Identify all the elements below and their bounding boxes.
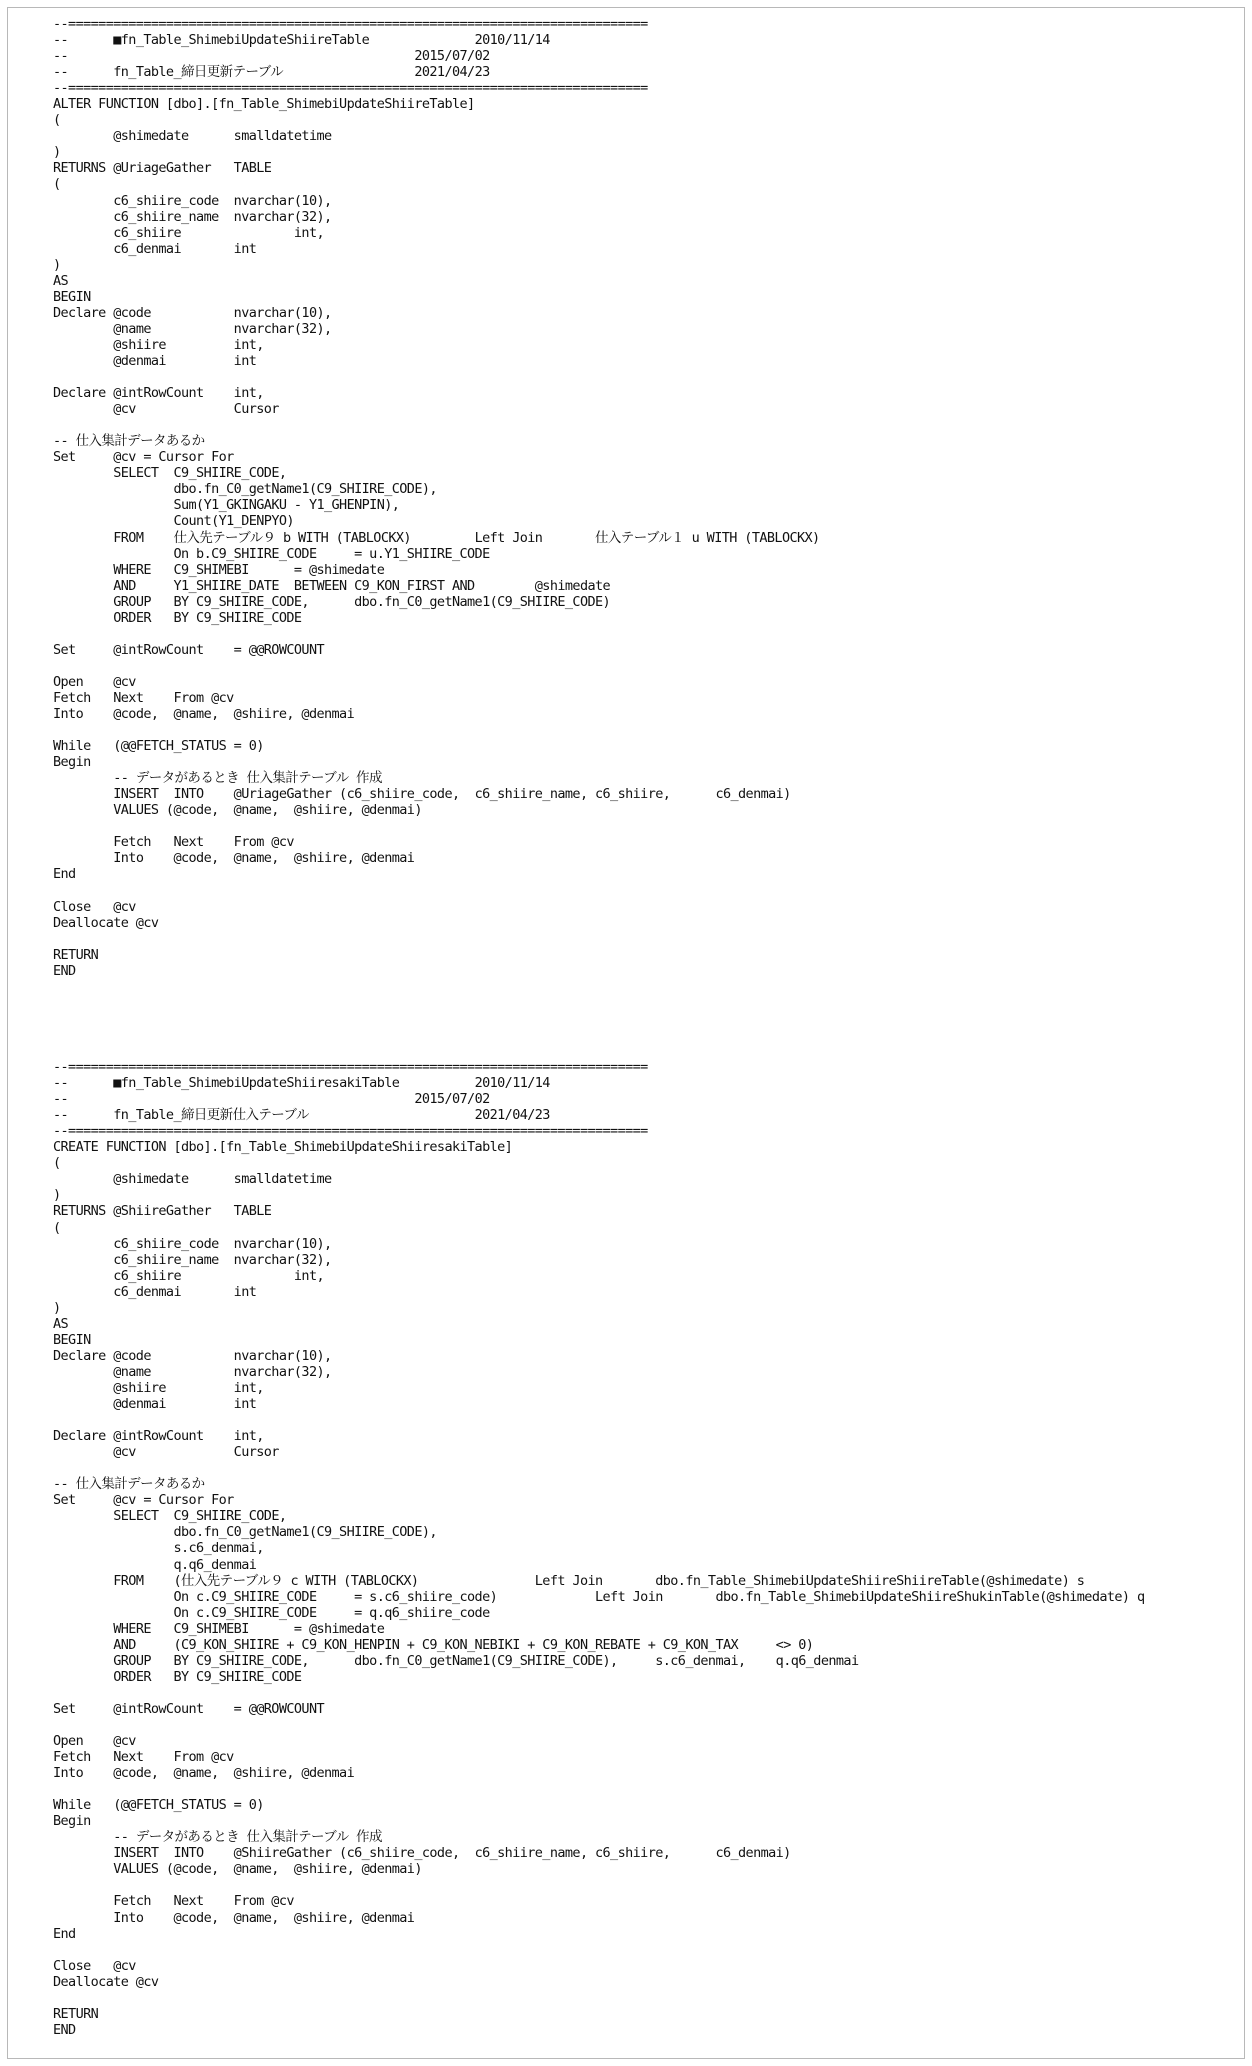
code-line [53,1717,1145,1733]
code-line: Set @intRowCount = @@ROWCOUNT [53,1700,325,1717]
code-line: VALUES (@code, @name, @shiire, @denmai) [53,802,422,819]
code-line: Set @cv = Cursor For [53,449,234,466]
code-line: GROUP BY C9_SHIIRE_CODE, dbo.fn_C0_getName1(C9_SHIIRE_CODE), s.c6_denmai, q.q6_denmai [53,1652,859,1669]
code-line: FROM (仕入先テーブル９ c WITH (TABLOCKX) Left Join dbo.fn_Table_ShimebiUpdateShiireShiireTable(@shimedate) s [53,1572,1085,1589]
code-line: -- 2015/07/02 [53,1091,490,1108]
code-line: @denmai int [53,1396,257,1413]
code-line: --============================================================================= [53,1123,648,1140]
code-line [53,369,1145,385]
code-line [53,883,1145,899]
code-line [53,1942,1145,1958]
code-line: FROM 仕入先テーブル９ b WITH (TABLOCKX) Left Join 仕入テーブル１ u WITH (TABLOCKX) [53,529,820,546]
code-line: @name nvarchar(32), [53,1363,332,1380]
code-line: WHERE C9_SHIMEBI = @shimedate [53,561,385,578]
code-line: c6_shiire_name nvarchar(32), [53,1251,332,1268]
code-line: -- データがあるとき 仕入集計テーブル 作成 [53,770,382,787]
code-line: Fetch Next From @cv [53,689,234,706]
code-line: c6_shiire_name nvarchar(32), [53,208,332,225]
code-line: -- ■fn_Table_ShimebiUpdateShiireTable 2010/11/14 [53,32,550,49]
code-line: dbo.fn_C0_getName1(C9_SHIIRE_CODE), [53,1524,437,1541]
code-line [53,1011,1145,1027]
code-line [53,1412,1145,1428]
code-line: @shiire int, [53,336,264,353]
code-line: ( [53,112,61,129]
code-line [53,417,1145,433]
code-line: Fetch Next From @cv [53,1893,294,1910]
code-line: @shiire int, [53,1379,264,1396]
code-line: ( [53,176,61,193]
code-line: @cv Cursor [53,401,279,418]
code-line: --============================================================================= [53,1059,648,1076]
code-line: RETURNS @ShiireGather TABLE [53,1203,272,1220]
code-line [53,1781,1145,1797]
code-line: CREATE FUNCTION [dbo].[fn_Table_ShimebiUpdateShiiresakiTable] [53,1139,513,1156]
code-line: Open @cv [53,673,136,690]
code-line: c6_denmai int [53,240,257,257]
code-line: While (@@FETCH_STATUS = 0) [53,1797,264,1814]
code-line: dbo.fn_C0_getName1(C9_SHIIRE_CODE), [53,481,437,498]
code-line: Declare @code nvarchar(10), [53,304,332,321]
code-line: Fetch Next From @cv [53,834,294,851]
code-line: INSERT INTO @UriageGather (c6_shiire_code, c6_shiire_name, c6_shiire, c6_denmai) [53,786,791,803]
code-line: c6_shiire int, [53,224,325,241]
code-line: Into @code, @name, @shiire, @denmai [53,706,355,723]
document-page [7,7,1245,2059]
code-line: SELECT C9_SHIIRE_CODE, [53,1508,287,1525]
code-line: Declare @intRowCount int, [53,385,264,402]
code-line [53,995,1145,1011]
code-line: VALUES (@code, @name, @shiire, @denmai) [53,1861,422,1878]
code-line: End [53,866,76,883]
code-line: Deallocate @cv [53,914,159,931]
code-line: Into @code, @name, @shiire, @denmai [53,850,415,867]
code-line: INSERT INTO @ShiireGather (c6_shiire_code, c6_shiire_name, c6_shiire, c6_denmai) [53,1845,791,1862]
code-line: -- fn_Table_締日更新テーブル 2021/04/23 [53,64,490,81]
code-line: -- fn_Table_締日更新仕入テーブル 2021/04/23 [53,1107,550,1124]
code-line: Set @intRowCount = @@ROWCOUNT [53,641,325,658]
code-line: Begin [53,1813,91,1830]
code-line: END [53,962,76,979]
code-line: On b.C9_SHIIRE_CODE = u.Y1_SHIIRE_CODE [53,545,490,562]
code-line: Deallocate @cv [53,1973,159,1990]
code-line [53,1027,1145,1043]
code-line: --============================================================================= [53,16,648,32]
code-line: BEGIN [53,288,91,305]
code-line: @shimedate smalldatetime [53,128,332,145]
code-line: While (@@FETCH_STATUS = 0) [53,738,264,755]
code-line: ) [53,256,61,273]
code-line [53,931,1145,947]
code-line: c6_shiire_code nvarchar(10), [53,1235,332,1252]
code-line: c6_shiire int, [53,1267,325,1284]
code-line: GROUP BY C9_SHIIRE_CODE, dbo.fn_C0_getName1(C9_SHIIRE_CODE) [53,593,611,610]
code-line: @shimedate smalldatetime [53,1171,332,1188]
code-line: RETURN [53,2005,99,2022]
code-line: Close @cv [53,898,136,915]
code-line: Fetch Next From @cv [53,1749,234,1766]
code-line: ( [53,1155,61,1172]
code-line: Set @cv = Cursor For [53,1492,234,1509]
code-line: Begin [53,754,91,771]
code-line: RETURNS @UriageGather TABLE [53,160,272,177]
code-line [53,1685,1145,1701]
code-line [53,722,1145,738]
code-line: Declare @intRowCount int, [53,1428,264,1445]
code-line: @denmai int [53,352,257,369]
code-line [53,626,1145,642]
code-line: ) [53,1299,61,1316]
code-line: AS [53,1315,69,1332]
code-line: SELECT C9_SHIIRE_CODE, [53,465,287,482]
code-line: BEGIN [53,1331,91,1348]
code-line: ) [53,144,61,161]
code-line: Open @cv [53,1733,136,1750]
code-line: ALTER FUNCTION [dbo].[fn_Table_ShimebiUpdateShiireTable] [53,96,475,113]
code-line: -- 仕入集計データあるか [53,433,205,450]
code-line: c6_denmai int [53,1283,257,1300]
code-line: -- 2015/07/02 [53,48,490,65]
code-line: End [53,1925,76,1942]
code-line: WHERE C9_SHIMEBI = @shimedate [53,1620,385,1637]
code-line: AND Y1_SHIIRE_DATE BETWEEN C9_KON_FIRST AND @shimedate [53,577,611,594]
code-line: -- ■fn_Table_ShimebiUpdateShiiresakiTable 2010/11/14 [53,1075,550,1092]
code-line: Close @cv [53,1957,136,1974]
code-line: On c.C9_SHIIRE_CODE = s.c6_shiire_code) Left Join dbo.fn_Table_ShimebiUpdateShiireShukinTable(@shimedate) q [53,1588,1145,1605]
code-line: @name nvarchar(32), [53,320,332,337]
code-line [53,1990,1145,2006]
code-line: END [53,2021,76,2038]
code-line: ORDER BY C9_SHIIRE_CODE [53,609,302,626]
code-line: q.q6_denmai [53,1556,257,1573]
code-line: --============================================================================= [53,80,648,97]
code-line: RETURN [53,946,99,963]
sql-code-listing [53,16,1145,2038]
code-line [53,818,1145,834]
code-line: -- データがあるとき 仕入集計テーブル 作成 [53,1829,382,1846]
code-line: Declare @code nvarchar(10), [53,1347,332,1364]
code-line: @cv Cursor [53,1444,279,1461]
code-line: On c.C9_SHIIRE_CODE = q.q6_shiire_code [53,1604,490,1621]
code-line: Sum(Y1_GKINGAKU - Y1_GHENPIN), [53,497,400,514]
code-line [53,1877,1145,1893]
code-line: Into @code, @name, @shiire, @denmai [53,1909,415,1926]
code-line: ( [53,1219,61,1236]
code-line: ORDER BY C9_SHIIRE_CODE [53,1668,302,1685]
code-line: Into @code, @name, @shiire, @denmai [53,1765,355,1782]
code-line: ) [53,1187,61,1204]
code-line: c6_shiire_code nvarchar(10), [53,192,332,209]
code-line [53,1043,1145,1059]
code-line [53,658,1145,674]
code-line: -- 仕入集計データあるか [53,1476,205,1493]
code-line: AND (C9_KON_SHIIRE + C9_KON_HENPIN + C9_KON_NEBIKI + C9_KON_REBATE + C9_KON_TAX <> 0) [53,1636,814,1653]
code-line [53,979,1145,995]
code-line: s.c6_denmai, [53,1540,264,1557]
code-line [53,1460,1145,1476]
code-line: Count(Y1_DENPYO) [53,513,294,530]
code-line: AS [53,272,69,289]
